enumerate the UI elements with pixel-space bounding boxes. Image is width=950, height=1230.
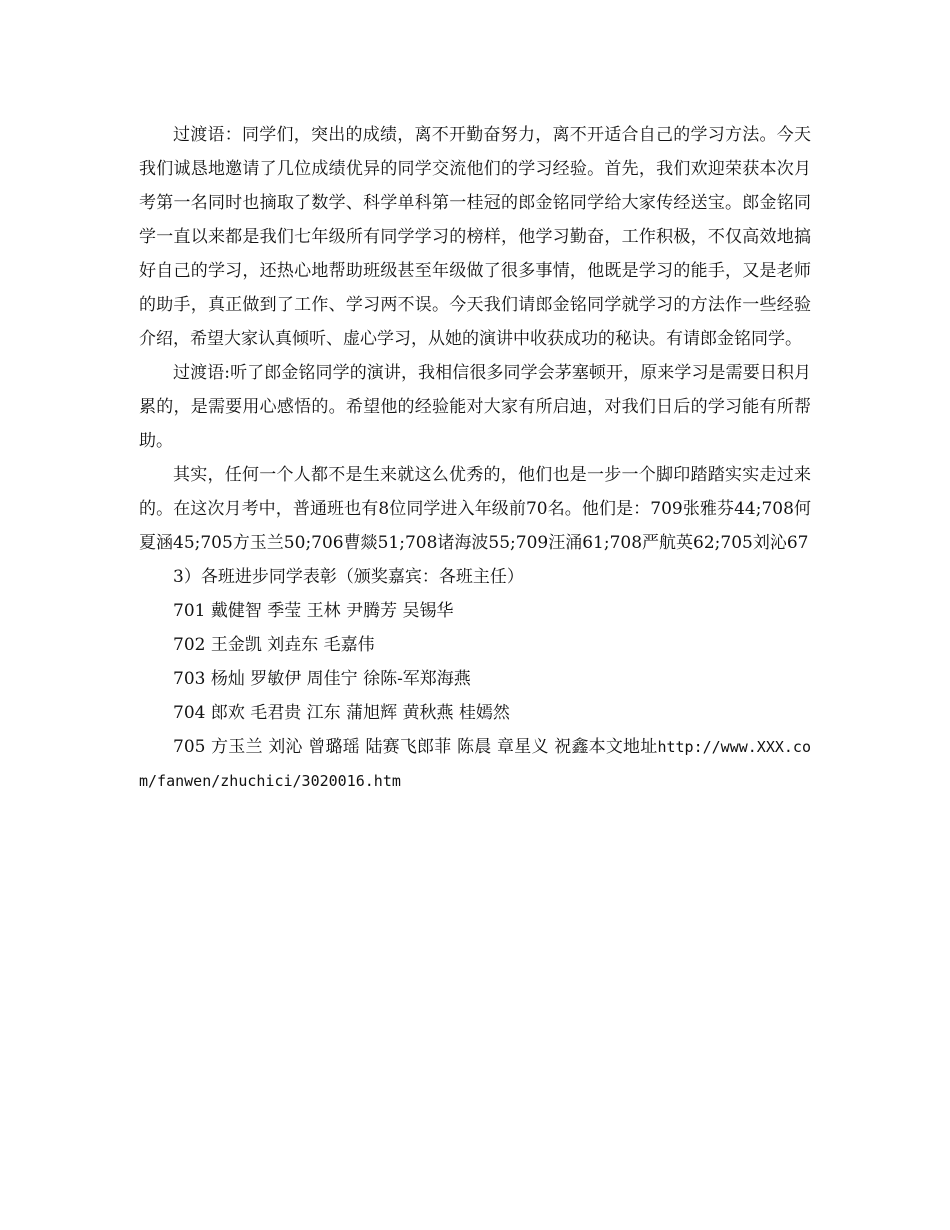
class-line-701: 701 戴健智 季莹 王林 尹腾芳 吴锡华 [173,601,454,621]
paragraph-top-students: 其实，任何一个人都不是生来就这么优秀的，他们也是一步一个脚印踏踏实实走过来的。在这次月考中，普通班也有8位同学进入年级前70名。他们是：709张雅芬44;708何夏涵45;705方玉兰50;706曹燚51;708诸海波55;709汪涌61;708严航英62;705刘沁67 [139,465,811,553]
class-line-703: 703 杨灿 罗敏伊 周佳宁 徐陈-军郑海燕 [173,669,471,689]
document-body [139,118,811,798]
paragraph-transition-1: 过渡语：同学们，突出的成绩，离不开勤奋努力，离不开适合自己的学习方法。今天我们诚恳地邀请了几位成绩优异的同学交流他们的学习经验。首先，我们欢迎荣获本次月考第一名同时也摘取了数学、科学单科第一桂冠的郎金铭同学给大家传经送宝。郎金铭同学一直以来都是我们七年级所有同学学习的榜样，他学习勤奋，工作积极，不仅高效地搞好自己的学习，还热心地帮助班级甚至年级做了很多事情，他既是学习的能手，又是老师的助手，真正做到了工作、学习两不误。今天我们请郎金铭同学就学习的方法作一些经验介绍，希望大家认真倾听、虚心学习，从她的演讲中收获成功的秘诀。有请郎金铭同学。 [139,125,811,349]
class-line-705-text: 705 方玉兰 刘沁 曾璐瑶 陆赛飞郎菲 陈晨 章星义 祝鑫本文地址 [173,737,658,757]
source-url[interactable]: http://www.XXX.com/fanwen/zhuchici/3020016.htm [139,738,811,790]
paragraph-transition-2: 过渡语:听了郎金铭同学的演讲，我相信很多同学会茅塞顿开，原来学习是需要日积月累的，是需要用心感悟的。希望他的经验能对大家有所启迪，对我们日后的学习能有所帮助。 [139,363,811,451]
class-line-702: 702 王金凯 刘垚东 毛嘉伟 [173,635,375,655]
class-line-704: 704 郎欢 毛君贵 江东 蒲旭辉 黄秋燕 桂嫣然 [173,703,510,723]
class-line-705 [139,730,811,798]
section-heading: 3）各班进步同学表彰（颁奖嘉宾：各班主任） [173,567,524,587]
